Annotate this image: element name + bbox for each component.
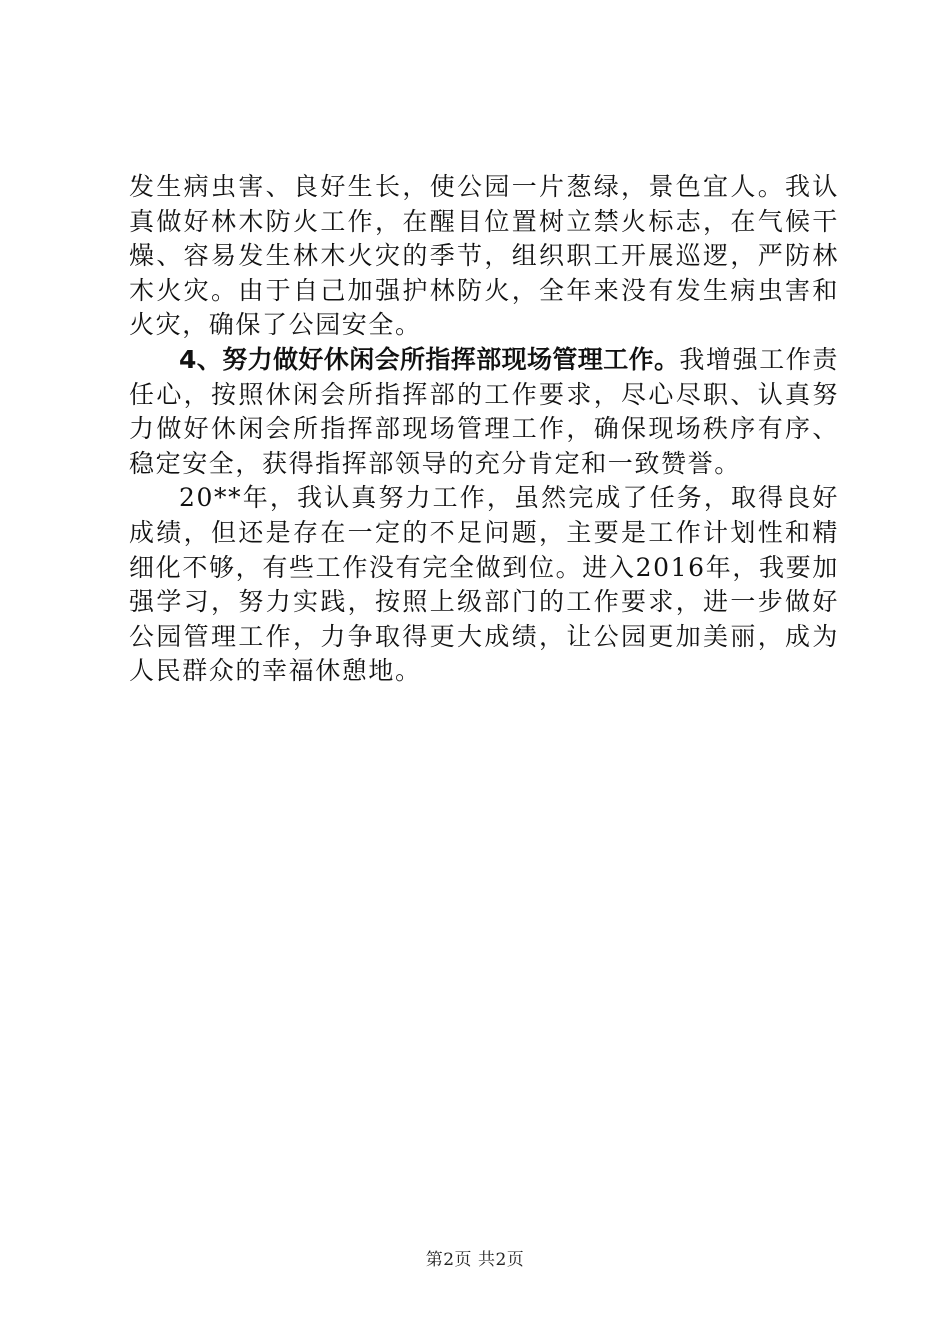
paragraph-item-4 [129, 343, 839, 481]
paragraph-summary: 20**年，我认真努力工作，虽然完成了任务，取得良好成绩，但还是存在一定的不足问题，主要是工作计划性和精细化不够，有些工作没有完全做到位。进入2016年，我要加强学习，努力实践，按照上级部门的工作要求，进一步做好公园管理工作，力争取得更大成绩，让公园更加美丽，成为人民群众的幸福休憩地。 [129, 483, 839, 686]
item-4-heading: 4、努力做好休闲会所指挥部现场管理工作。 [179, 344, 680, 374]
paragraph-continuation: 发生病虫害、良好生长，使公园一片葱绿，景色宜人。我认真做好林木防火工作，在醒目位置树立禁火标志，在气候干燥、容易发生林木火灾的季节，组织职工开展巡逻，严防林木火灾。由于自己加强护林防火，全年来没有发生病虫害和火灾，确保了公园安全。 [129, 172, 839, 340]
document-body [129, 170, 839, 689]
item-4-body: 我增强工作责任心，按照休闲会所指挥部的工作要求，尽心尽职、认真努力做好休闲会所指挥部现场管理工作，确保现场秩序有序、稳定安全，获得指挥部领导的充分肯定和一致赞誉。 [129, 344, 840, 478]
page-footer: 第2页 共2页 [425, 1250, 525, 1270]
